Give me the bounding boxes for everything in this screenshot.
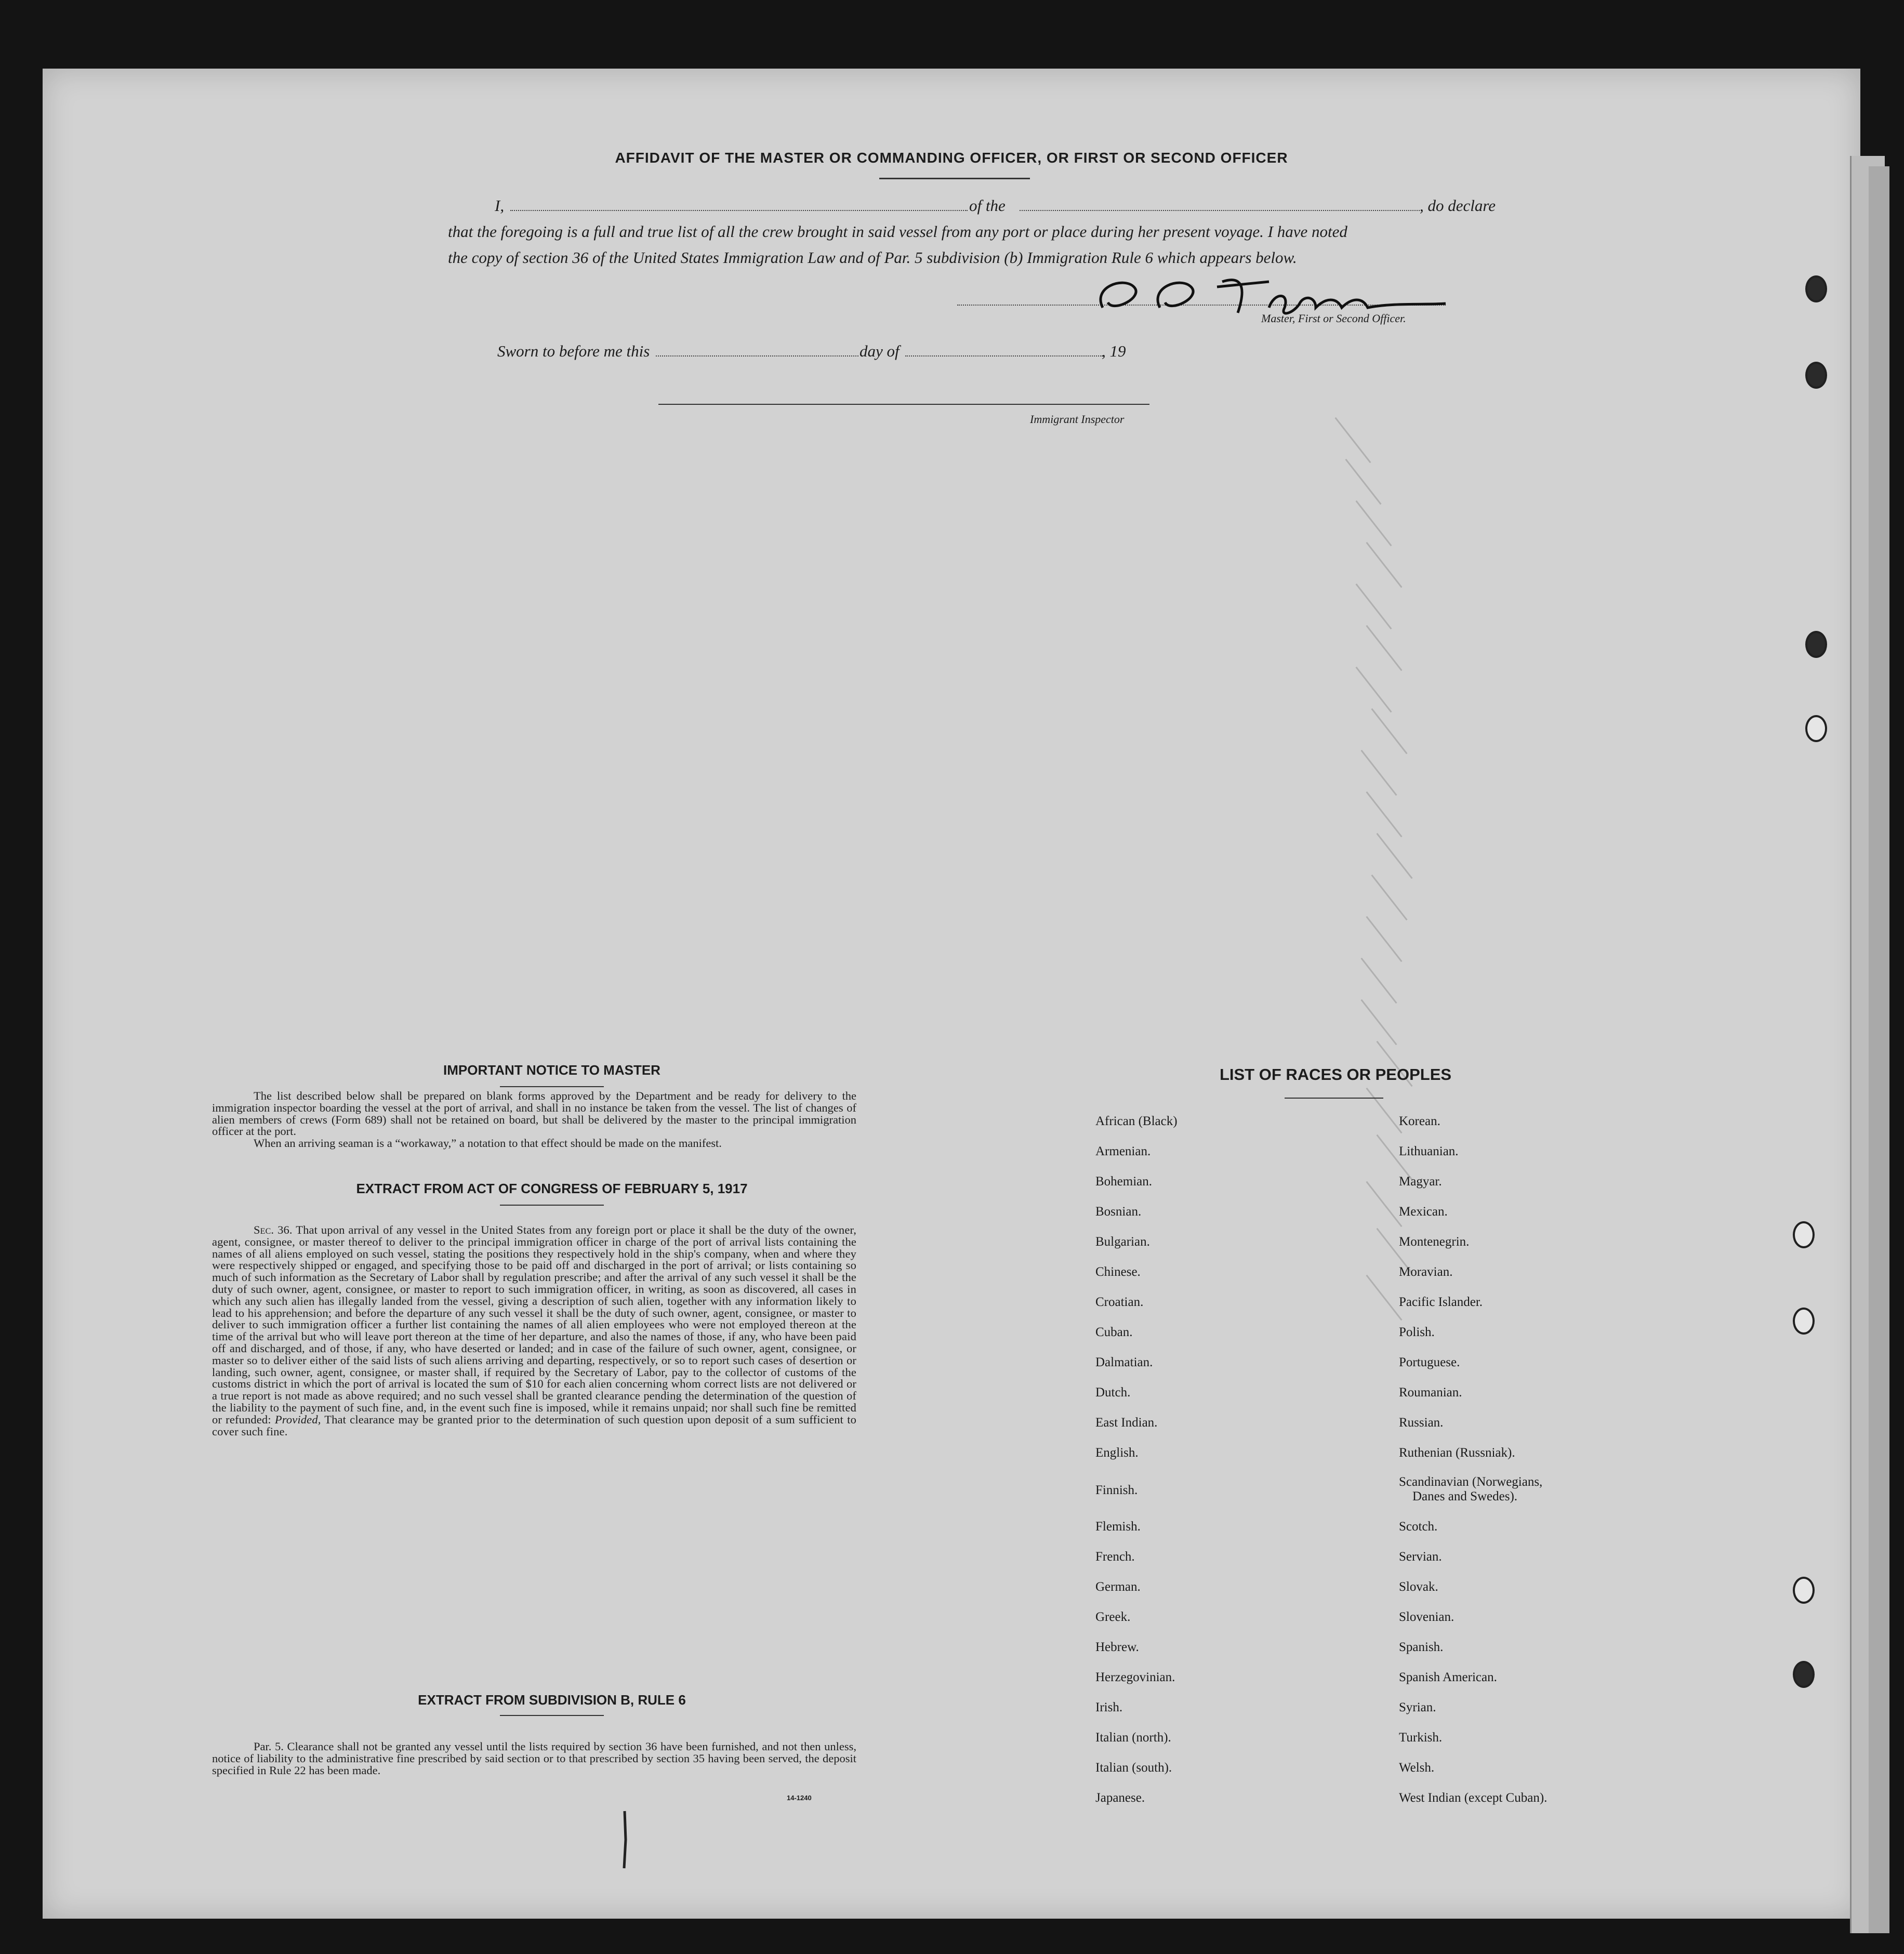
act-section-body: That upon arrival of any vessel in the United States from any foreign port or place it shall be the duty of the owner, agent, consignee, or master thereof to deliver to the principal immigration officer in charge of the port of arrival lists containing the names of all aliens employed on such vessel, stating the positions they respectively hold in the ship's company, when and where they were respectively shipped or engaged, and specifying those to be paid off and discharged in the port of arrival; or lists containing so much of such information as the Secretary of Labor shall by regulation prescribe; and after the arrival of any such vessel it shall be the duty of such owner, agent, consignee, or master to report to such immigration officer, in writing, as soon as discovered, all cases in which any such alien has illegally landed from the vessel, giving a description of such alien, together with any information likely to lead to his apprehension; and before the departure of any such vessel it shall be the duty of such owner, agent, consignee, or master to deliver to such immigration officer a further list containing the names of all alien employees who were not employed thereon at the time of the arrival but who will leave port thereon at the time of her departure, and also the names of those, if any, who have been paid off and discharged, and of those, if any, who have deserted or landed; and in case of the failure of such owner, agent, consignee, or master so to deliver either of the said lists of such aliens arriving and departing, respectively, or so to report such cases of desertion or landing, such owner, agent, consignee, or master shall, if required by the Secretary of Labor, pay to the collector of customs of the customs district in which the port of arrival is located the sum of $10 for each alien concerning whom correct lists are not delivered or a true report is not made as above required; and no such vessel shall be granted clearance pending the determination of the question of the liability to the payment of such fine, and, in the event such fine is imposed, while it remains unpaid; nor shall such fine be remitted or refunded: (212, 1223, 856, 1426)
race-item: Greek. (1095, 1610, 1131, 1624)
affidavit-i-label: I, (495, 196, 505, 215)
act-heading: EXTRACT FROM ACT OF CONGRESS OF FEBRUARY 5, 1917 (356, 1181, 748, 1196)
master-name-blank (510, 210, 968, 211)
race-item: West Indian (except Cuban). (1399, 1791, 1548, 1805)
race-item: Croatian. (1095, 1295, 1144, 1309)
race-item: Syrian. (1399, 1700, 1436, 1714)
notice-heading: IMPORTANT NOTICE TO MASTER (443, 1062, 660, 1078)
sworn-month-blank (905, 355, 1103, 357)
race-item: Italian (north). (1095, 1731, 1171, 1745)
signature-caption: Master, First or Second Officer. (1261, 312, 1406, 325)
notice-paragraph-2: When an arriving seaman is a “workaway,” a notation to that effect should be made on the manifest. (254, 1137, 722, 1150)
race-item: Irish. (1095, 1700, 1123, 1714)
inspector-signature-line (658, 404, 1149, 405)
race-item: Lithuanian. (1399, 1144, 1459, 1158)
race-item: Ruthenian (Russniak). (1399, 1446, 1515, 1460)
act-rule (500, 1205, 604, 1206)
race-item: Japanese. (1095, 1791, 1145, 1805)
notice-text (212, 1090, 856, 1150)
binder-hole (1793, 1661, 1815, 1688)
race-item: Servian. (1399, 1550, 1442, 1564)
binder-hole (1805, 275, 1827, 302)
race-item: Flemish. (1095, 1520, 1141, 1534)
sworn-year-label: , 19 (1102, 342, 1126, 360)
race-item: Russian. (1399, 1416, 1444, 1430)
race-item: Roumanian. (1399, 1385, 1462, 1400)
race-item: Armenian. (1095, 1144, 1151, 1158)
race-item: Finnish. (1095, 1483, 1138, 1497)
race-item: Moravian. (1399, 1265, 1453, 1279)
binder-hole (1805, 362, 1827, 389)
race-item: Italian (south). (1095, 1761, 1172, 1775)
race-item: Dutch. (1095, 1385, 1131, 1400)
heading-rule (879, 178, 1030, 179)
rule-rule (500, 1715, 604, 1716)
act-section-label: Sec. 36. (254, 1223, 293, 1236)
sworn-label: Sworn to before me this (497, 342, 650, 360)
race-item: Spanish. (1399, 1640, 1444, 1654)
notice-rule (500, 1086, 604, 1087)
sworn-day-blank (656, 355, 858, 357)
race-item: Magyar. (1399, 1174, 1442, 1189)
binder-hole (1793, 1308, 1815, 1335)
rule-paragraph: Par. 5. Clearance shall not be granted any vessel until the lists required by section 36 have been furnished, and not then unless, notice of liability to the administrative fine prescribed by said section or to that prescribed by section 35 having been served, the deposit specified in Rule 22 has been made. (212, 1740, 856, 1777)
race-item: Polish. (1399, 1325, 1435, 1339)
affidavit-line-3: the copy of section 36 of the United States Immigration Law and of Par. 5 subdivision (b) Immigration Rule 6 which appears below. (448, 248, 1297, 267)
race-item: Dalmatian. (1095, 1355, 1153, 1369)
inspector-caption: Immigrant Inspector (1030, 413, 1125, 426)
race-item: African (Black) (1095, 1114, 1178, 1128)
race-item: Bohemian. (1095, 1174, 1153, 1189)
race-item: Welsh. (1399, 1761, 1435, 1775)
affidavit-line-2: that the foregoing is a full and true list of all the crew brought in said vessel from any port or place during her present voyage. I have noted (448, 222, 1347, 241)
affidavit-declare-label: , do declare (1420, 196, 1496, 215)
race-item: Cuban. (1095, 1325, 1133, 1339)
race-item: German. (1095, 1580, 1141, 1594)
race-item: Korean. (1399, 1114, 1440, 1128)
sworn-day-of-label: day of (860, 342, 900, 360)
race-item: Slovak. (1399, 1580, 1438, 1594)
race-item: Scotch. (1399, 1520, 1438, 1534)
race-item: Montenegrin. (1399, 1235, 1470, 1249)
race-item: Pacific Islander. (1399, 1295, 1483, 1309)
race-item: Spanish American. (1399, 1670, 1497, 1684)
act-provided: Provided, (274, 1412, 321, 1426)
rule-heading: EXTRACT FROM SUBDIVISION B, RULE 6 (418, 1692, 686, 1708)
race-item: English. (1095, 1446, 1139, 1460)
race-item: Hebrew. (1095, 1640, 1139, 1654)
races-rule (1285, 1098, 1383, 1099)
binder-hole (1793, 1221, 1815, 1248)
binder-hole (1793, 1577, 1815, 1604)
race-item: French. (1095, 1550, 1135, 1564)
vessel-name-blank (1020, 210, 1420, 211)
race-item: Bosnian. (1095, 1205, 1142, 1219)
race-item: Portuguese. (1399, 1355, 1460, 1369)
race-item: Mexican. (1399, 1205, 1448, 1219)
form-number: 14-1240 (787, 1794, 812, 1802)
race-item: Danes and Swedes). (1412, 1489, 1518, 1503)
races-heading: LIST OF RACES OR PEOPLES (1219, 1065, 1452, 1084)
underlying-page-edge (1869, 166, 1889, 1933)
act-section-end: That clearance may be granted prior to the determination of such question upon deposit of a sum sufficient to cover such fine. (212, 1412, 857, 1438)
race-item: Bulgarian. (1095, 1235, 1150, 1249)
race-item: Turkish. (1399, 1731, 1443, 1745)
affidavit-heading: AFFIDAVIT OF THE MASTER OR COMMANDING OFFICER, OR FIRST OR SECOND OFFICER (615, 150, 1288, 166)
race-item: East Indian. (1095, 1416, 1158, 1430)
binder-hole (1805, 631, 1827, 658)
pen-mark (619, 1808, 630, 1871)
rule-text (212, 1741, 856, 1776)
notice-paragraph-1: The list described below shall be prepared on blank forms approved by the Department and be ready for delivery to the immigration inspector boarding the vessel at the port of arrival, and shall in no instance be taken from the vessel. The list of changes of alien members of crews (Form 689) shall not be retained on board, but shall be delivered by the master to the principal immigration officer at the port. (212, 1089, 856, 1138)
binder-hole (1805, 715, 1827, 742)
affidavit-of-the-label: of the (969, 196, 1006, 215)
race-item: Chinese. (1095, 1265, 1141, 1279)
act-text (212, 1224, 856, 1437)
race-item: Scandinavian (Norwegians, (1399, 1475, 1543, 1489)
document-sheet (43, 69, 1860, 1919)
race-item: Herzegovinian. (1095, 1670, 1175, 1684)
race-item: Slovenian. (1399, 1610, 1455, 1624)
